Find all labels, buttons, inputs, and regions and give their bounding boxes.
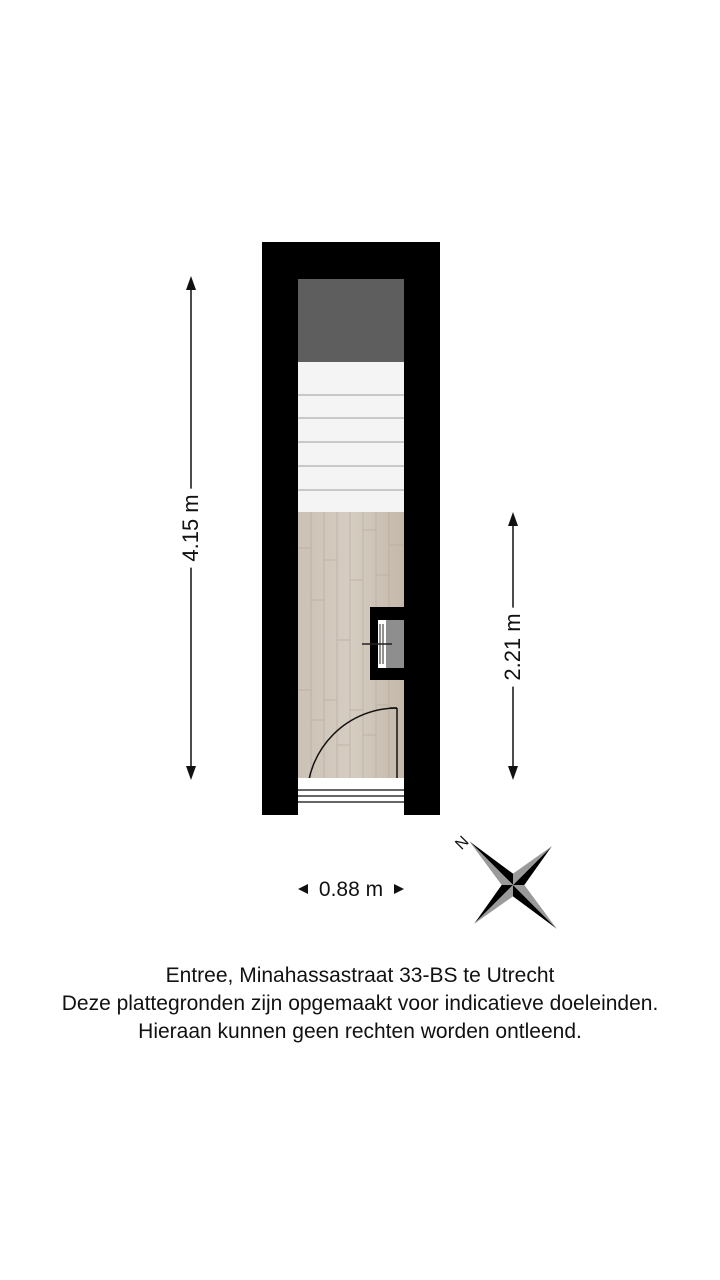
caption-title: Entree, Minahassastraat 33-BS te Utrecht (165, 964, 555, 987)
dimension-label-total-length: 4.15 m (178, 488, 204, 567)
compass-north-label: N (452, 833, 473, 854)
threshold (262, 778, 440, 815)
caption-disclaimer-1: Deze plattegronden zijn opgemaakt voor indicatieve doeleinden. (61, 992, 659, 1015)
floorplan-caption (0, 962, 720, 1046)
landing-area (298, 279, 404, 362)
caption-disclaimer-2: Hieraan kunnen geen rechten worden ontleend. (138, 1020, 582, 1043)
compass-rose (430, 802, 595, 967)
staircase (298, 362, 404, 512)
dimension-label-floor-length: 2.21 m (500, 607, 526, 686)
dimension-label-width: 0.88 m (318, 878, 384, 901)
